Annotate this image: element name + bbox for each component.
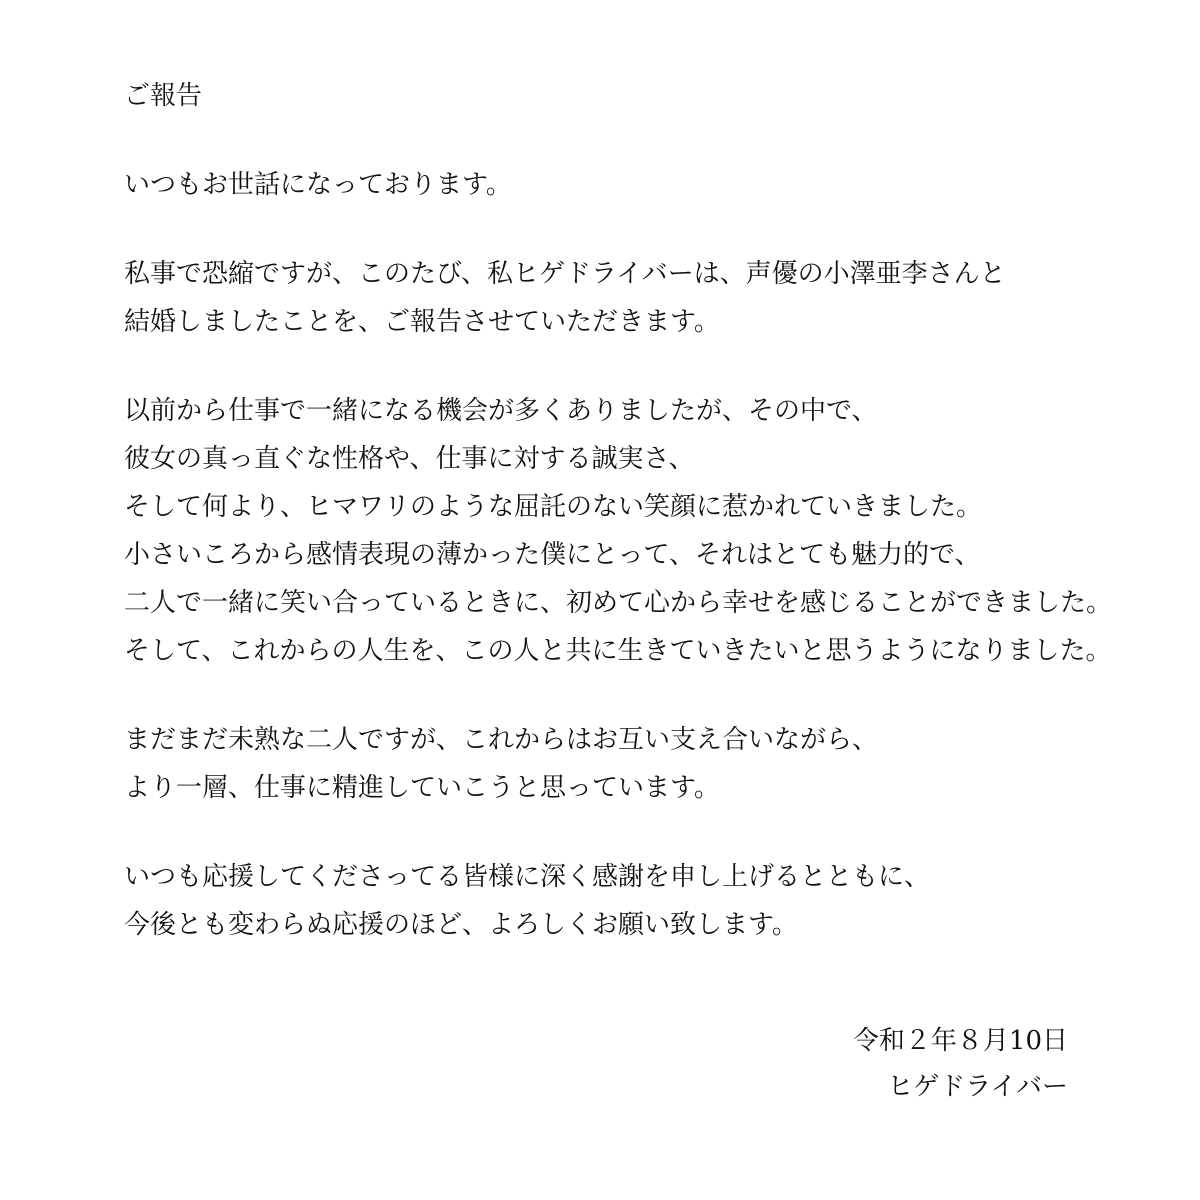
text-line: そして、これからの人生を、この人と共に生きていきたいと思うようになりました。 — [124, 636, 1112, 666]
text-line: いつも応援してくださってる皆様に深く感謝を申し上げるとともに、 — [124, 862, 931, 892]
text-line: 小さいころから感情表現の薄かった僕にとって、それはとても魅力的で、 — [124, 540, 981, 570]
paragraph-greeting — [124, 161, 1124, 209]
text-line: いつもお世話になっております。 — [124, 170, 512, 200]
text-line: 彼女の真っ直ぐな性格や、仕事に対する誠実さ、 — [124, 444, 695, 474]
text-line: より一層、仕事に精進していこうと思っています。 — [124, 773, 720, 803]
text-line: 以前から仕事で一緒になる機会が多くありましたが、その中で、 — [124, 396, 878, 426]
signature-block — [853, 1018, 1068, 1110]
text-line: 二人で一緒に笑い合っているときに、初めて心から幸せを感じることができました。 — [124, 588, 1113, 618]
paragraph-future — [124, 716, 1124, 812]
text-line: 私事で恐縮ですが、このたび、私ヒゲドライバーは、声優の小澤亜李さんと — [124, 259, 1006, 289]
text-line: そして何より、ヒマワリのような屈託のない笑顔に惹かれていきました。 — [124, 492, 983, 522]
letter-title: ご報告 — [124, 81, 203, 111]
paragraph-story — [124, 387, 1124, 675]
paragraph-thanks — [124, 853, 1124, 949]
signature-name: ヒゲドライバー — [887, 1072, 1068, 1102]
letter-body — [124, 72, 1124, 990]
text-line: まだまだ未熟な二人ですが、これからはお互い支え合いながら、 — [124, 725, 879, 755]
signature-date: 令和２年８月10日 — [852, 1026, 1068, 1056]
text-line: 今後とも変わらぬ応援のほど、よろしくお願い致します。 — [124, 910, 798, 940]
paragraph-marriage-report — [124, 250, 1124, 346]
text-line: 結婚しましたことを、ご報告させていただきます。 — [124, 307, 720, 337]
